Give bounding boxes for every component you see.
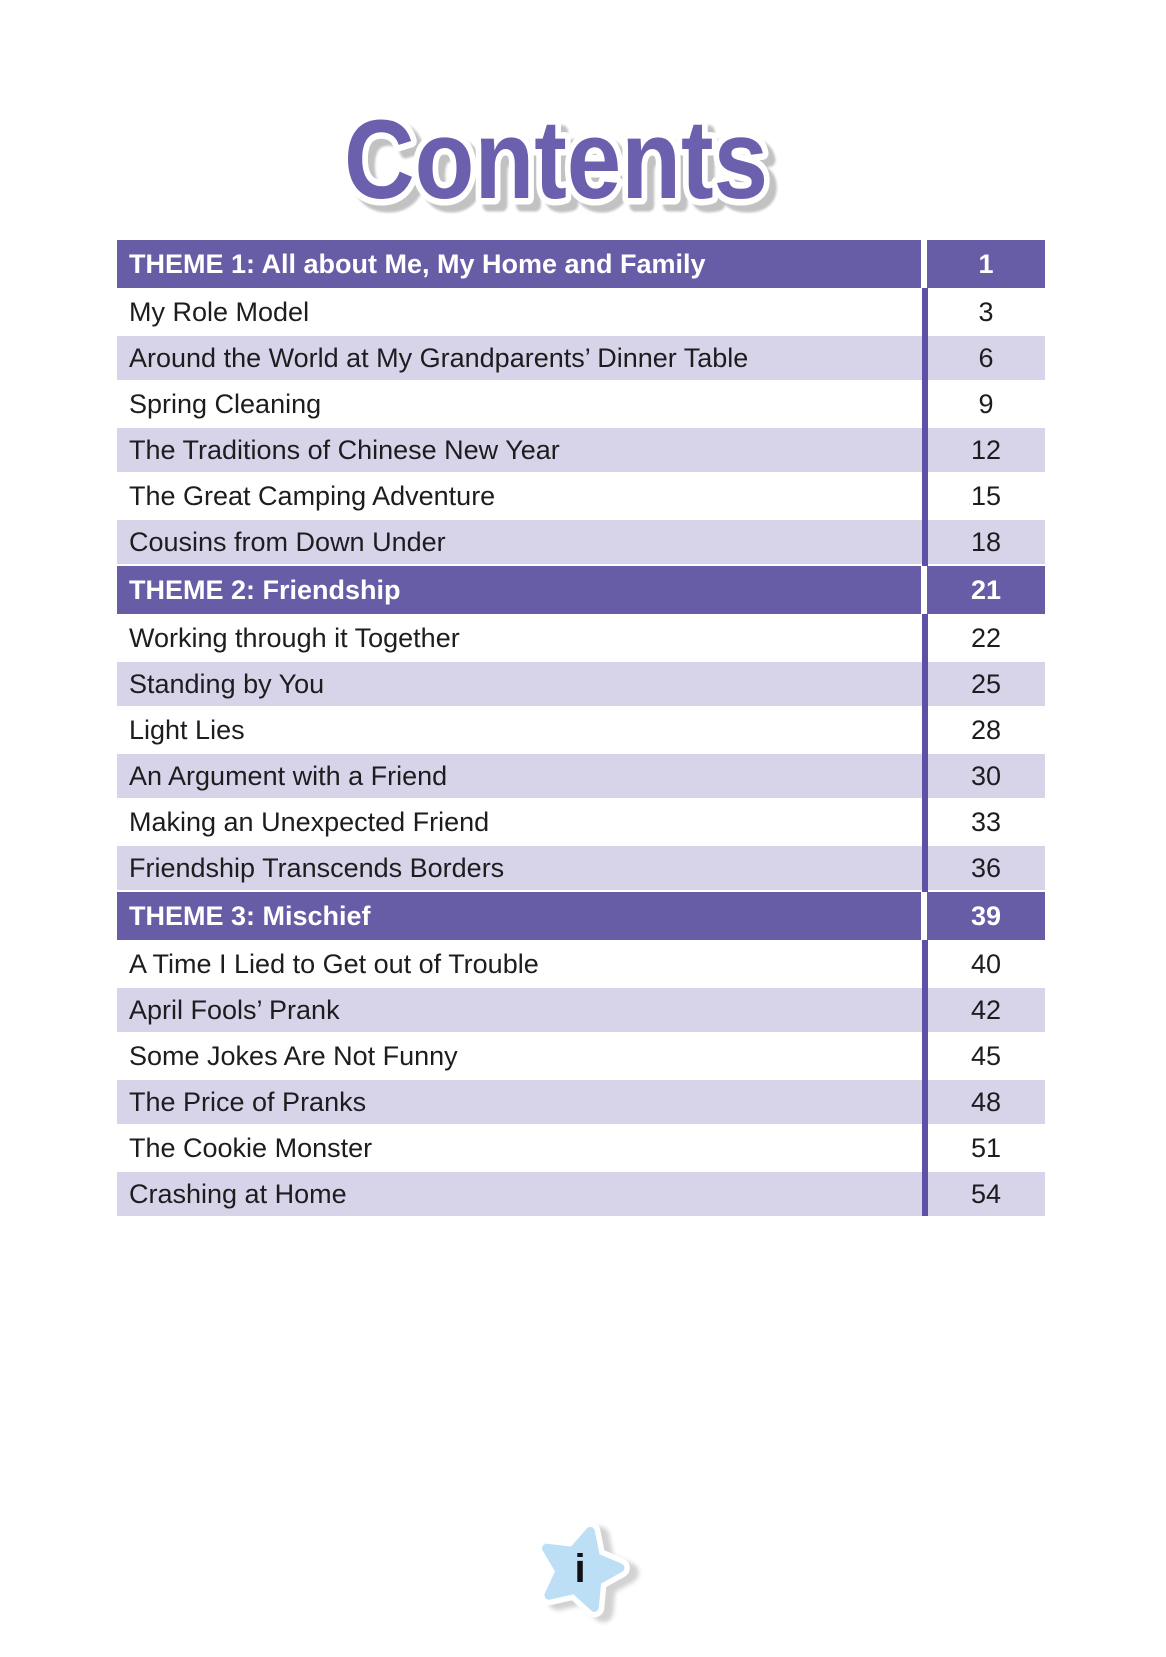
entry-title: Spring Cleaning [129,388,322,419]
theme-title: THEME 1: All about Me, My Home and Family [117,240,921,288]
toc-entry-row [117,800,1045,844]
toc-entry-row [117,616,1045,660]
theme-page-number: 1 [927,240,1045,288]
entry-page-number: 45 [970,1040,1002,1071]
entry-page-number: 25 [970,668,1002,699]
footer-star-badge [495,1485,665,1655]
theme-header-row [117,892,1045,940]
entry-page-number: 54 [970,1178,1002,1209]
entry-page-number: 51 [970,1132,1002,1163]
theme-header-row [117,566,1045,614]
entry-page-number: 40 [970,948,1002,979]
toc-entry-row [117,336,1045,380]
toc-entry-row [117,428,1045,472]
toc-entry-row [117,988,1045,1032]
column-divider-line [922,288,928,1216]
toc-entry-row [117,754,1045,798]
entry-title: Cousins from Down Under [129,526,446,557]
entry-page-number: 15 [970,480,1002,511]
entry-page-number: 42 [970,994,1002,1025]
theme-title: THEME 3: Mischief [117,892,921,940]
entry-title: The Great Camping Adventure [129,480,496,511]
entry-page-number: 3 [978,296,994,327]
toc-entry-row [117,708,1045,752]
footer-page-number: i [574,1547,586,1591]
entry-page-number: 22 [970,622,1002,653]
entry-page-number: 48 [970,1086,1002,1117]
theme-title: THEME 2: Friendship [117,566,921,614]
toc-entry-row [117,662,1045,706]
entry-title: My Role Model [129,296,310,327]
toc-entry-row [117,1172,1045,1216]
entry-title: A Time I Lied to Get out of Trouble [129,948,539,979]
page-title [0,0,1166,240]
toc-entry-row [117,474,1045,518]
toc-entry-row [117,1034,1045,1078]
entry-title: The Traditions of Chinese New Year [129,434,560,465]
toc-entry-row [117,290,1045,334]
entry-title: Working through it Together [129,622,460,653]
entry-page-number: 6 [978,342,994,373]
toc-table [117,240,1045,1218]
entry-title: Standing by You [129,668,325,699]
toc-entry-row [117,520,1045,564]
entry-title: Making an Unexpected Friend [129,806,490,837]
entry-title: The Cookie Monster [129,1132,373,1163]
entry-title: Light Lies [129,714,245,745]
entry-page-number: 18 [970,526,1002,557]
toc-entry-row [117,942,1045,986]
toc-entry-row [117,382,1045,426]
entry-title: Friendship Transcends Borders [129,852,505,883]
theme-page-number: 39 [927,892,1045,940]
entry-page-number: 36 [970,852,1002,883]
theme-header-row [117,240,1045,288]
entry-page-number: 28 [970,714,1002,745]
entry-title: The Price of Pranks [129,1086,367,1117]
toc-entry-row [117,1126,1045,1170]
entry-title: Around the World at My Grandparents’ Dinner Table [129,342,749,373]
toc-entry-row [117,1080,1045,1124]
entry-page-number: 30 [970,760,1002,791]
entry-page-number: 12 [970,434,1002,465]
theme-page-number: 21 [927,566,1045,614]
entry-title: Crashing at Home [129,1178,347,1209]
entry-page-number: 33 [970,806,1002,837]
entry-title: An Argument with a Friend [129,760,448,791]
entry-page-number: 9 [978,388,994,419]
entry-title: April Fools’ Prank [129,994,340,1025]
toc-entry-row [117,846,1045,890]
page-title-text: Contents [344,97,768,222]
entry-title: Some Jokes Are Not Funny [129,1040,458,1071]
